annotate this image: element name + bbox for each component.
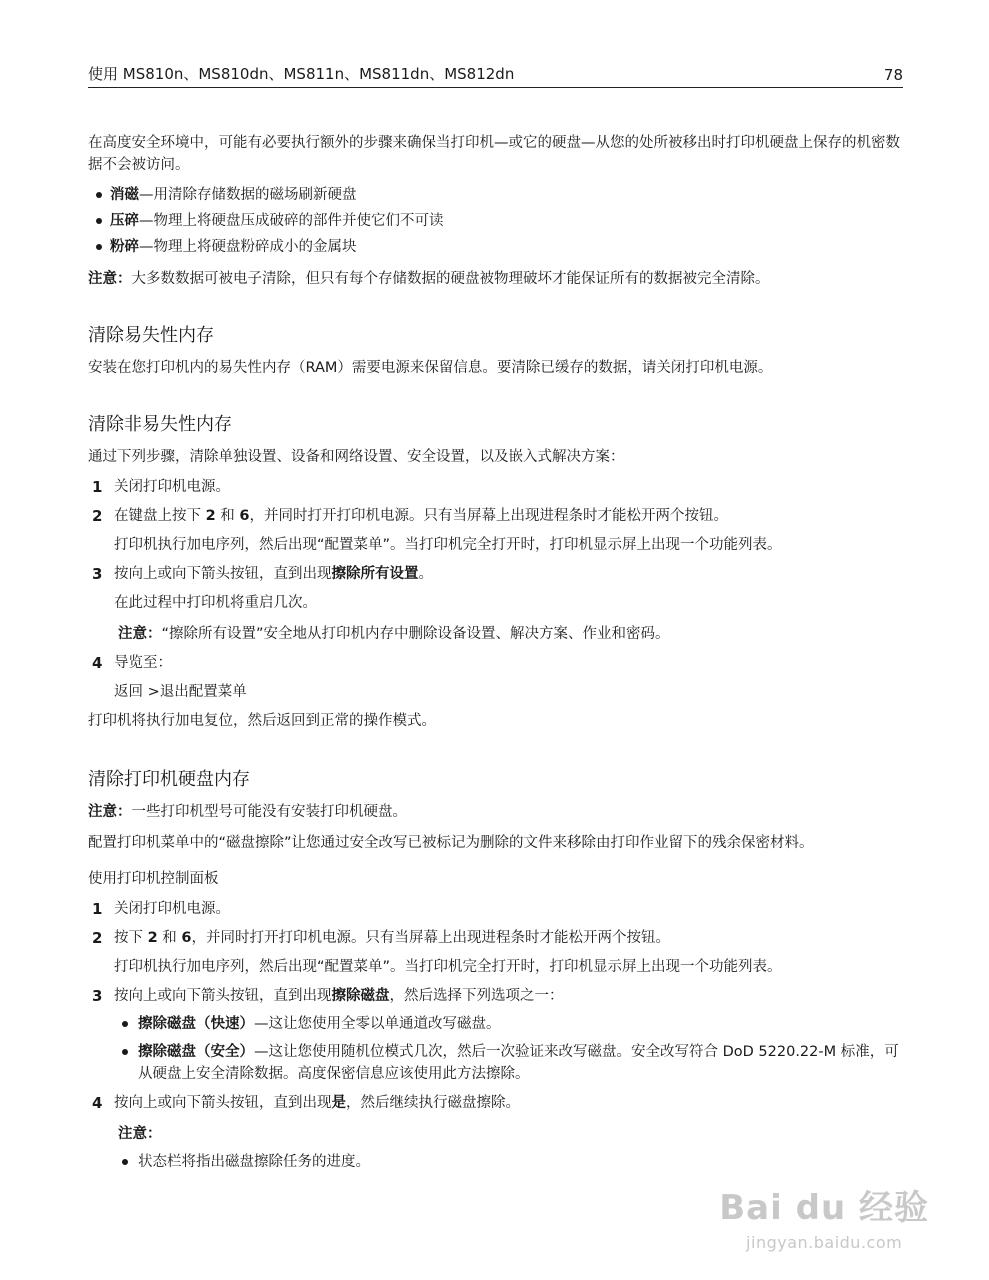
list-item xyxy=(114,1013,903,1035)
list-item xyxy=(114,1041,903,1085)
step-item: 3 按向上或向下箭头按钮，直到出现擦除磁盘，然后选择下列选项之一： 擦除磁盘（快速）—这让您使用全零以单通道改写磁盘。 擦除磁盘（安全）—这让您使用随机位模式几次，然后一次验证来改写磁盘。安全改写符合 DoD 5220.22-M 标准，可从硬盘上安全清除数据。高度保密信息应该使用此方法擦除。 xyxy=(88,985,903,1085)
step-text: 关闭打印机电源。 xyxy=(114,479,230,495)
option-term: 擦除磁盘（快速） xyxy=(138,1016,254,1032)
step-text: 关闭打印机电源。 xyxy=(114,901,230,917)
erase-options-list xyxy=(114,1013,903,1085)
bullet-term: 粉碎 xyxy=(110,239,139,255)
nonvolatile-steps xyxy=(88,476,903,703)
step-subtext: 打印机执行加电序列，然后出现“配置菜单”。当打印机完全打开时，打印机显示屏上出现一个功能列表。 xyxy=(114,959,782,975)
nonvolatile-outro: 打印机将执行加电复位，然后返回到正常的操作模式。 xyxy=(88,713,436,729)
document-page xyxy=(88,62,903,1180)
list-item: 状态栏将指出磁盘擦除任务的进度。 xyxy=(114,1151,903,1173)
page-body xyxy=(88,132,903,1173)
step-number: 4 xyxy=(92,654,103,672)
intro-note xyxy=(88,268,903,290)
step-item: 3 按向上或向下箭头按钮，直到出现擦除所有设置。 在此过程中打印机将重启几次。 注意：“擦除所有设置”安全地从打印机内存中删除设备设置、解决方案、作业和密码。 xyxy=(88,563,903,645)
step-note xyxy=(114,1123,903,1145)
step-number: 3 xyxy=(92,565,103,583)
section-heading-volatile: 清除易失性内存 xyxy=(88,325,214,346)
intro-bullet-list xyxy=(88,182,903,260)
bullet-desc: —物理上将硬盘压成破碎的部件并使它们不可读 xyxy=(139,213,444,229)
step-item xyxy=(88,476,903,498)
step-item: 2 按下 2 和 6，并同时打开打印机电源。只有当屏幕上出现进程条时才能松开两个按钮。 打印机执行加电序列，然后出现“配置菜单”。当打印机完全打开时，打印机显示屏上出现一个功能列表。 xyxy=(88,927,903,978)
step-text: 导览至： xyxy=(114,655,172,671)
list-item xyxy=(88,208,903,234)
step-note xyxy=(114,623,903,645)
key-label: 2 xyxy=(205,508,216,524)
note-label: 注意： xyxy=(88,271,132,287)
step-number: 4 xyxy=(92,1094,103,1112)
step-subtext: 打印机执行加电序列，然后出现“配置菜单”。当打印机完全打开时，打印机显示屏上出现一个功能列表。 xyxy=(114,537,782,553)
step-number: 2 xyxy=(92,929,103,947)
bullet-term: 压碎 xyxy=(110,213,139,229)
menu-path: 返回 >退出配置菜单 xyxy=(114,684,247,700)
watermark-url: jingyan.baidu.com xyxy=(746,1233,903,1252)
key-label: 6 xyxy=(181,930,192,946)
volatile-paragraph: 安装在您打印机内的易失性内存（RAM）需要电源来保留信息。要清除已缓存的数据，请关闭打印机电源。 xyxy=(88,360,773,376)
option-term: 擦除磁盘（安全） xyxy=(138,1044,254,1060)
option-desc: —这让您使用随机位模式几次，然后一次验证来改写磁盘。安全改写符合 DoD 5220.22-M 标准，可从硬盘上安全清除数据。高度保密信息应该使用此方法擦除。 xyxy=(138,1044,899,1082)
note-text: 一些打印机型号可能没有安装打印机硬盘。 xyxy=(131,804,407,820)
bullet-desc: —用清除存储数据的磁场刷新硬盘 xyxy=(139,187,357,203)
step-item xyxy=(88,652,903,703)
bullet-term: 消磁 xyxy=(110,187,139,203)
disk-paragraph: 配置打印机菜单中的“磁盘擦除”让您通过安全改写已被标记为删除的文件来移除由打印作业留下的残余保密材料。 xyxy=(88,835,814,851)
section-heading-disk: 清除打印机硬盘内存 xyxy=(88,769,250,790)
section-heading-nonvolatile: 清除非易失性内存 xyxy=(88,414,232,435)
note-label: 注意： xyxy=(88,804,132,820)
step-number: 2 xyxy=(92,507,103,525)
step-item xyxy=(88,898,903,920)
step-number: 3 xyxy=(92,987,103,1005)
baidu-watermark xyxy=(719,1180,929,1252)
note-text: 大多数数据可被电子清除，但只有每个存储数据的硬盘被物理破坏才能保证所有的数据被完全清除。 xyxy=(131,271,770,287)
nonvolatile-intro: 通过下列步骤，清除单独设置、设备和网络设置、安全设置，以及嵌入式解决方案： xyxy=(88,449,625,465)
menu-option: 擦除磁盘 xyxy=(331,988,390,1004)
key-label: 2 xyxy=(147,930,158,946)
note-label: 注意： xyxy=(118,1126,162,1142)
note-bullet-list xyxy=(114,1151,903,1173)
list-item xyxy=(88,234,903,260)
subheading-control-panel: 使用打印机控制面板 xyxy=(88,871,219,887)
intro-paragraph: 在高度安全环境中，可能有必要执行额外的步骤来确保当打印机—或它的硬盘—从您的处所被移出时打印机硬盘上保存的机密数据不会被访问。 xyxy=(88,135,900,173)
bullet-desc: —物理上将硬盘粉碎成小的金属块 xyxy=(139,239,357,255)
menu-option: 擦除所有设置 xyxy=(331,566,419,582)
note-label: 注意： xyxy=(118,626,162,642)
header-title: 使用 MS810n、MS810dn、MS811n、MS811dn、MS812dn xyxy=(88,65,515,83)
key-label: 6 xyxy=(239,508,250,524)
list-item xyxy=(88,182,903,208)
step-subtext: 在此过程中打印机将重启几次。 xyxy=(114,595,317,611)
step-item: 4 按向上或向下箭头按钮，直到出现是，然后继续执行磁盘擦除。 注意： 状态栏将指出磁盘擦除任务的进度。 xyxy=(88,1092,903,1173)
disk-note xyxy=(88,801,903,823)
menu-option: 是 xyxy=(331,1095,346,1111)
step-number: 1 xyxy=(92,900,103,918)
disk-steps xyxy=(88,898,903,1173)
step-number: 1 xyxy=(92,478,103,496)
option-desc: —这让您使用全零以单通道改写磁盘。 xyxy=(254,1016,501,1032)
page-header xyxy=(88,62,903,88)
watermark-logo: Bai du 经验 xyxy=(719,1188,929,1228)
step-item: 2 在键盘上按下 2 和 6，并同时打开打印机电源。只有当屏幕上出现进程条时才能松开两个按钮。 打印机执行加电序列，然后出现“配置菜单”。当打印机完全打开时，打印机显示屏上出现一个功能列表。 xyxy=(88,505,903,556)
note-text: “擦除所有设置”安全地从打印机内存中删除设备设置、解决方案、作业和密码。 xyxy=(161,626,670,642)
page-number: 78 xyxy=(883,66,903,84)
